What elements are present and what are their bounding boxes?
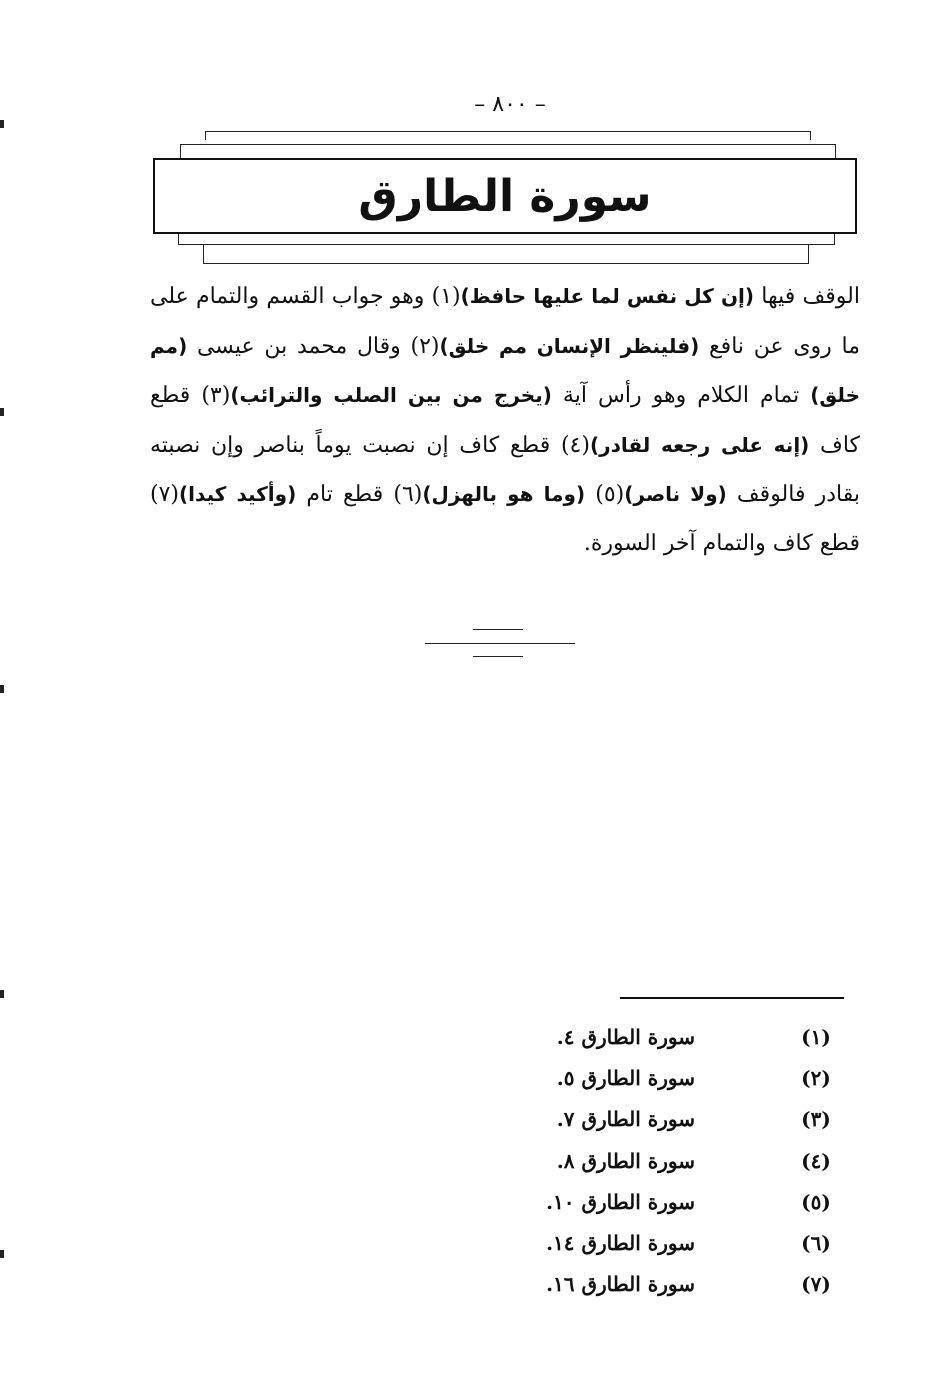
surah-title: سورة الطارق <box>358 170 652 222</box>
scan-edge-mark <box>0 685 4 693</box>
footnote-item <box>500 1099 845 1140</box>
footnote-number: (٢) <box>801 1065 831 1090</box>
body-text-segment: (٦) قطع تام <box>296 482 423 507</box>
quranic-quote: (مم خلق) <box>150 333 860 407</box>
body-text-segment: (١) وهو جواب القسم والتمام على ما روى عن نافع <box>150 284 861 359</box>
scan-edge-mark <box>0 120 4 128</box>
scan-edge-mark <box>0 408 4 416</box>
scan-edge-mark <box>0 1250 4 1258</box>
footnote-item <box>500 1140 845 1181</box>
body-text-segment: (٤) قطع كاف إن نصبت يوماً بناصر وإن نصبته بقادر فالوقف <box>150 432 860 507</box>
page-number: – ٨٠٠ – <box>474 92 546 117</box>
footnote-reference: سورة الطارق ٨. <box>556 1148 695 1173</box>
title-box <box>153 158 857 234</box>
footnote-reference: سورة الطارق ١٤. <box>546 1231 695 1256</box>
footnote-item <box>500 1264 845 1305</box>
quranic-quote: (وأكيد كيدا) <box>179 482 297 506</box>
footnote-item <box>500 1016 845 1057</box>
title-frame-outer-bottom <box>203 244 809 264</box>
body-text-segment: (٢) وقال محمد بن عيسى <box>187 333 440 359</box>
footnote-number: (٥) <box>801 1189 831 1214</box>
body-text-segment: تمام الكلام وهو رأس آية <box>551 383 811 408</box>
footnote-reference: سورة الطارق ٥. <box>556 1065 695 1090</box>
body-paragraph <box>150 272 860 568</box>
scan-edge-mark <box>0 990 4 998</box>
footnote-reference: سورة الطارق ٤. <box>556 1024 695 1049</box>
body-text-segment: (٥) <box>585 482 625 507</box>
quranic-quote: (إنه على رجعه لقادر) <box>589 432 810 457</box>
footnote-item <box>500 1222 845 1263</box>
title-frame-inner-top <box>180 144 836 158</box>
quranic-quote: (يخرج من بين الصلب والترائب) <box>230 383 552 407</box>
quranic-quote: (فلينظر الإنسان مم خلق) <box>439 333 700 358</box>
body-text-segment: (٧) قطع كاف والتمام آخر السورة. <box>150 482 860 556</box>
footnotes-list <box>500 1016 845 1305</box>
separator-bottom <box>473 656 523 657</box>
title-frame-outer-top <box>205 131 811 140</box>
footnote-number: (٦) <box>801 1231 831 1256</box>
body-text-segment: (٣) قطع كاف <box>150 383 861 458</box>
footnote-item <box>500 1057 845 1098</box>
separator-middle <box>425 643 575 644</box>
footnote-reference: سورة الطارق ١٠. <box>546 1189 695 1214</box>
quranic-quote: (ولا ناصر) <box>624 482 727 506</box>
footnote-number: (٣) <box>801 1107 831 1132</box>
footnote-rule <box>620 997 844 999</box>
body-text-segment: الوقف فيها <box>754 284 860 309</box>
footnote-number: (١) <box>801 1024 831 1049</box>
separator-top <box>473 629 523 630</box>
quranic-quote: (وما هو بالهزل) <box>422 482 586 506</box>
footnote-reference: سورة الطارق ٧. <box>556 1107 695 1132</box>
footnote-item <box>500 1181 845 1222</box>
quranic-quote: (إن كل نفس لما عليها حافظ) <box>460 284 755 308</box>
footnote-number: (٧) <box>801 1272 831 1297</box>
footnote-reference: سورة الطارق ١٦. <box>546 1272 695 1297</box>
footnote-number: (٤) <box>801 1148 831 1173</box>
